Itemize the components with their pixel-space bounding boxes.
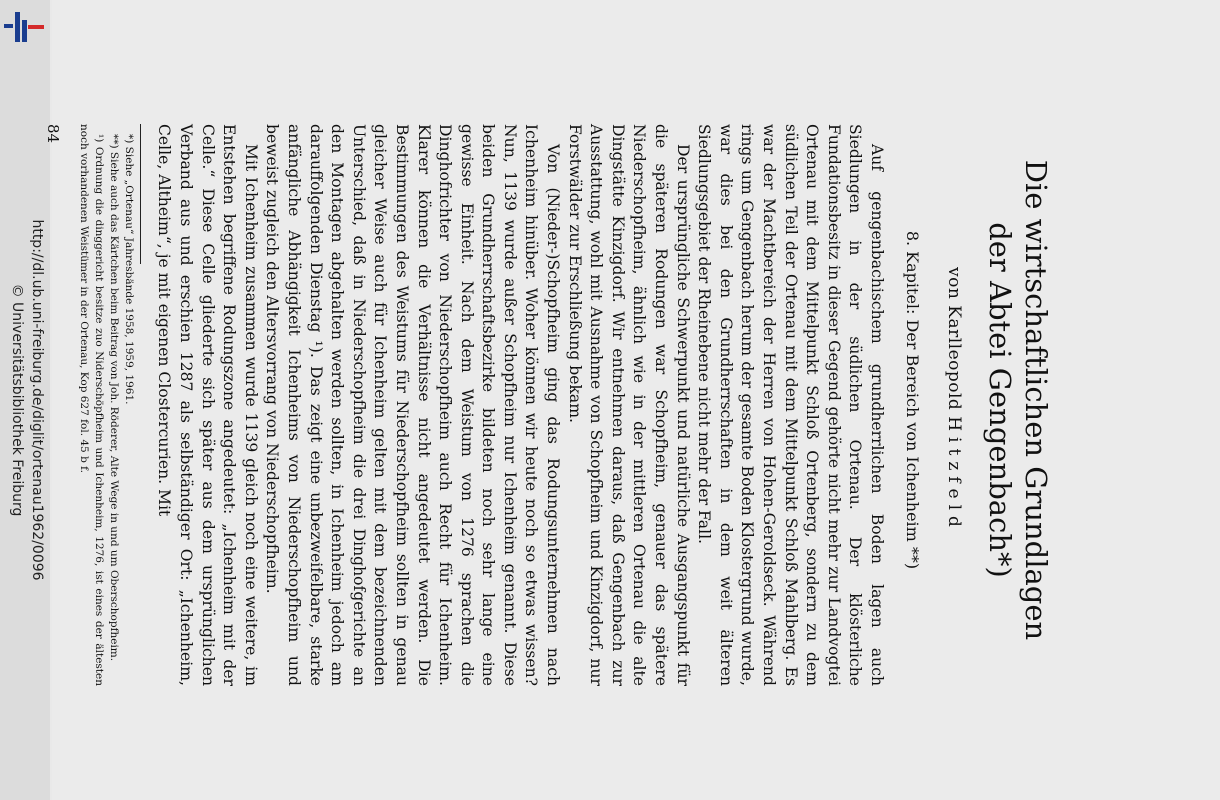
document-page: [43, 0, 1220, 800]
source-url[interactable]: http://dl.ub.uni-freiburg.de/diglit/ortenau1962/0096: [29, 219, 45, 581]
paragraph: Von (Nieder-)Schopfheim ging das Rodungsunternehmen nach Ichenheim hinüber. Woher können wir heute noch so etwas wissen? Nun, 1139 wurde außer Schopfheim nur Ichenheim genannt. Diese beiden Grundherrschaftsbezirke bildeten noch sehr lange eine gewisse Einheit. Nach dem Weistum von 1276 sprachen die Dinghofrichter von Niederschopfheim auch Recht für Ichenheim. Klarer können die Verhältnisse nicht angedeutet werden. Die Bestimmungen des Weistums für Niederschopfheim sollten in genau gleicher Weise auch für Ichenheim gelten mit dem bezeichnenden Unterschied, daß in Niederschopfheim die drei Dinghofgerichte an den Montagen abgehalten werden sollten, in Ichenheim jedoch am darauffolgenden Dienstag ¹). Das zeigt eine unbezweifelbare, starke anfängliche Abhängigkeit Ichenheims von Niederschopfheim und beweist zugleich den Altersvorrang von Niederschopfheim.: [263, 124, 563, 686]
footnote: ¹) Ordnung die dinggericht besitze zuo Niderschöpfheim und Ichenheim, 1276, ist eines der ältesten noch vorhandenen Weistümer in der Ortenau, Kop 627 fol. 45 b f.: [77, 124, 105, 686]
footnote: *) Siehe „Ortenau“ Jahresbände 1958, 1959, 1961.: [122, 134, 135, 405]
body-text: [153, 124, 887, 686]
author-line: [944, 40, 964, 760]
footnotes: [76, 124, 136, 686]
footnote-divider: [140, 124, 141, 264]
paragraph: Der ursprüngliche Schwerpunkt und natürliche Ausgangspunkt für die späteren Rodungen war Schopfheim, genauer das spätere Niederschopfheim, ähnlich wie in der mittleren Ortenau die alte Dingstätte Kinzigdorf. Wir entnehmen daraus, daß Gengenbach zur Ausstattung, wohl mit Ausnahme von Schopfheim und Kinzigdorf, nur Forstwälder zur Erschließung bekam.: [565, 124, 692, 686]
page-number: 84: [43, 124, 62, 144]
author-name: Hitzfeld: [944, 416, 964, 533]
viewer-sidebar: [0, 0, 50, 800]
title-line-2: der Abtei Gengenbach*): [983, 222, 1017, 578]
author-prefix: von Karlleopold: [944, 267, 964, 411]
article-title: [982, 40, 1054, 760]
title-line-1: Die wirtschaftlichen Grundlagen: [1019, 159, 1053, 641]
copyright-notice: © Universitätsbibliothek Freiburg: [9, 283, 25, 517]
paragraph: Mit Ichenheim zusammen wurde 1139 gleich noch eine weitere, im Entstehen begriffene Rodungszone angedeutet: „Ichenheim mit der Celle.“ Diese Celle gliederte sich später aus dem ursprünglichen Verband aus und erschien 1287 als selbständiger Ort: „Ichenheim, Celle, Altheim“, je mit eigenen Clostercurien. Mit: [155, 124, 260, 686]
chapter-heading: 8. Kapitel: Der Bereich von Ichenheim **): [903, 230, 922, 570]
page-content: [43, 40, 1122, 760]
footnote: **) Siehe auch das Kärtchen beim Beitrag von Joh. Röderer, Alte Wege in und um Oberschopfheim.: [107, 134, 120, 662]
paragraph: Auf gengenbachischem grundherrlichen Boden lagen auch Siedlungen in der südlichen Ortenau. Der klösterliche Fundationsbesitz in dieser Gegend gehörte nicht mehr zur Landvogtei Ortenau mit dem Mittelpunkt Schloß Ortenberg, sondern zu dem südlichen Teil der Ortenau mit dem Mittelpunkt Schloß Mahlberg. Es war der Machtbereich der Herren von Hohen-Geroldseck. Während rings um Gengenbach herum der gesamte Boden Klostergrund wurde, war dies bei den Grundherrschaften in dem weit älteren Siedlungsgebiet der Rheinebene nicht mehr der Fall.: [695, 124, 886, 686]
